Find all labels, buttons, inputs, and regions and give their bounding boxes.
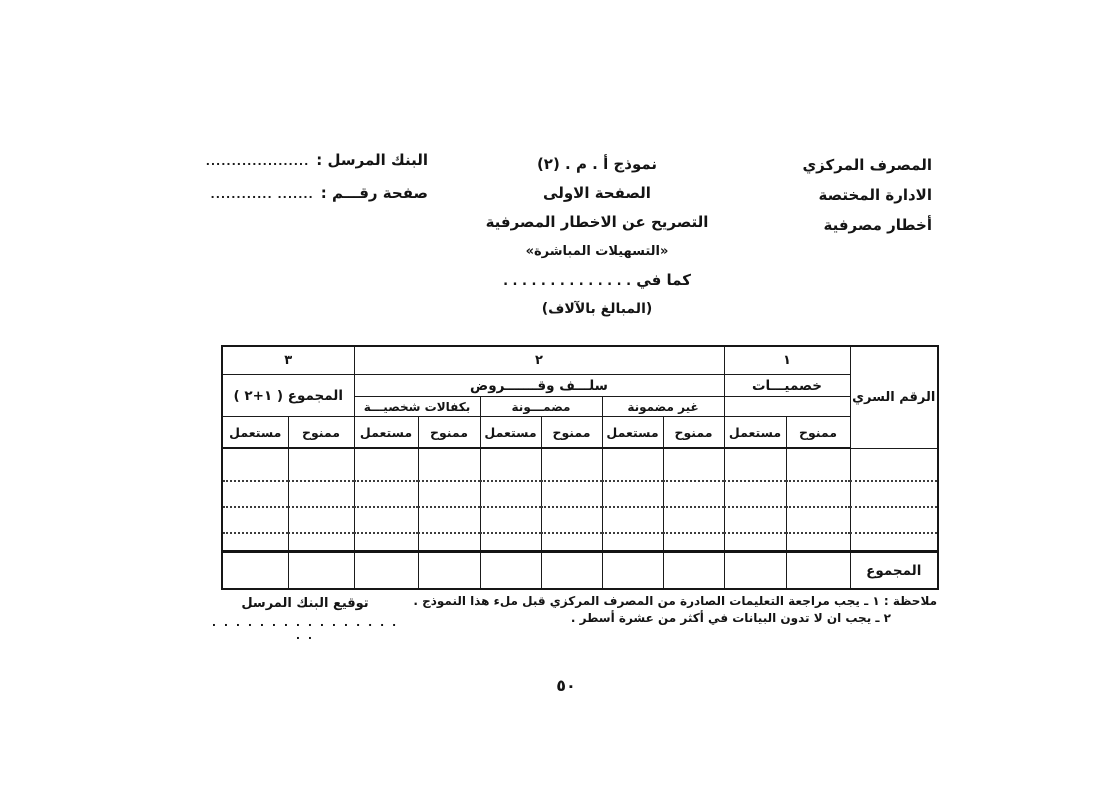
amounts-unit-note: (المبالغ بالآلاف) — [541, 301, 653, 317]
group2-label-advances-loans: سلـــف وقـــــــروض — [354, 375, 724, 397]
total-row — [222, 552, 938, 590]
col-granted-unsecured: ممنوح — [663, 417, 724, 449]
col-used-secured: مستعمل — [480, 417, 541, 449]
total-cell — [663, 552, 724, 590]
as-of-line — [436, 266, 758, 295]
entry-cell — [850, 507, 938, 533]
total-cell — [222, 552, 288, 590]
entry-cell — [418, 448, 480, 481]
group1-number: ١ — [724, 346, 850, 375]
page-no-label: صفحة رقـــم : — [320, 184, 428, 202]
entry-cell — [222, 481, 288, 507]
group1-label-discounts: خصميـــات — [724, 375, 850, 397]
total-cell — [354, 552, 418, 590]
entry-cell — [724, 507, 786, 533]
issuer-line-central-bank: المصرف المركزي — [802, 156, 932, 174]
form-title-block — [436, 150, 758, 324]
entry-cell — [288, 507, 354, 533]
group2-number: ٢ — [354, 346, 724, 375]
signature-dotted-fill: . . . . . . . . . . . . . . . . . . — [211, 616, 399, 642]
page-no-dotted-fill: ....... ............ — [210, 188, 314, 201]
entry-cell — [222, 507, 288, 533]
total-cell — [602, 552, 663, 590]
entry-cell — [850, 448, 938, 481]
entry-cell — [850, 533, 938, 552]
entry-cell — [786, 533, 850, 552]
entry-cell — [663, 507, 724, 533]
total-cell — [786, 552, 850, 590]
entry-cell — [222, 533, 288, 552]
total-cell — [480, 552, 541, 590]
group3-number: ٣ — [222, 346, 354, 375]
page-number: ٥٠ — [556, 676, 576, 695]
group3-label-total: المجموع ( ١+٢ ) — [222, 375, 354, 417]
entry-cell — [663, 448, 724, 481]
total-cell — [541, 552, 602, 590]
issuer-line-banking-risks: أخطار مصرفية — [823, 216, 932, 234]
form-title: التصريح عن الاخطار المصرفية — [485, 213, 709, 231]
entry-cell — [724, 448, 786, 481]
sending-bank-dotted-fill: .................... — [205, 155, 310, 168]
as-of-label: كما في — [636, 271, 691, 289]
header-row-groups — [222, 375, 938, 397]
entry-row — [222, 481, 938, 507]
footnote-1: ملاحظة : ١ ـ يجب مراجعة التعليمات الصادرة من المصرف المركزي قبل ملء هذا النموذج . — [413, 594, 937, 608]
sending-bank-label: البنك المرسل : — [316, 151, 428, 169]
issuer-block — [802, 150, 932, 240]
as-of-dotted-fill: . . . . . . . . . . . . . . — [503, 274, 632, 289]
total-cell — [724, 552, 786, 590]
total-row-label: المجموع — [850, 552, 938, 590]
entry-cell — [354, 533, 418, 552]
form-number: نموذج أ . م . (٢) — [536, 155, 658, 173]
entry-cell — [850, 481, 938, 507]
entry-cell — [541, 533, 602, 552]
entry-cell — [602, 533, 663, 552]
subgroup-unsecured: غير مضمونة — [602, 397, 724, 417]
form-page-name: الصفحة الاولى — [543, 184, 651, 202]
entry-cell — [288, 533, 354, 552]
signature-label: توقيع البنك المرسل — [241, 596, 369, 611]
serial-number-header: الرقم السري — [850, 346, 938, 448]
entry-cell — [663, 481, 724, 507]
signature-block — [210, 596, 400, 642]
col-used-personal: مستعمل — [354, 417, 418, 449]
bank-fields-block — [160, 151, 428, 217]
entry-cell — [288, 481, 354, 507]
entry-cell — [354, 481, 418, 507]
col-used-unsecured: مستعمل — [602, 417, 663, 449]
entry-row — [222, 448, 938, 481]
entry-cell — [541, 448, 602, 481]
entry-row — [222, 507, 938, 533]
issuer-line-department: الادارة المختصة — [818, 186, 932, 204]
footnotes-block — [413, 593, 937, 627]
entry-cell — [786, 507, 850, 533]
entry-cell — [663, 533, 724, 552]
entry-cell — [354, 448, 418, 481]
entry-cell — [602, 448, 663, 481]
entry-cell — [786, 448, 850, 481]
col-granted-personal: ممنوح — [418, 417, 480, 449]
entry-cell — [724, 533, 786, 552]
col-granted-discounts: ممنوح — [786, 417, 850, 449]
col-used-total: مستعمل — [222, 417, 288, 449]
entry-cell — [724, 481, 786, 507]
form-subtitle: «التسهيلات المباشرة» — [525, 244, 669, 259]
col-granted-secured: ممنوح — [541, 417, 602, 449]
sending-bank-field — [160, 151, 428, 184]
entry-cell — [541, 481, 602, 507]
direct-facilities-table — [221, 345, 939, 590]
entry-cell — [222, 448, 288, 481]
entry-cell — [288, 448, 354, 481]
entry-cell — [418, 481, 480, 507]
total-cell — [418, 552, 480, 590]
entry-cell — [480, 533, 541, 552]
entry-row — [222, 533, 938, 552]
col-granted-total: ممنوح — [288, 417, 354, 449]
entry-cell — [418, 533, 480, 552]
total-cell — [288, 552, 354, 590]
footnote-2: ٢ ـ يجب ان لا تدون البيانات في أكثر من عشرة أسطر . — [570, 611, 891, 625]
entry-cell — [480, 481, 541, 507]
entry-cell — [602, 481, 663, 507]
subgroup-secured: مضمـــونة — [480, 397, 602, 417]
entry-cell — [480, 507, 541, 533]
entry-cell — [480, 448, 541, 481]
entry-cell — [541, 507, 602, 533]
entry-cell — [418, 507, 480, 533]
page-no-field — [160, 184, 428, 217]
subgroup-personal-guarantees: بكفالات شخصيـــة — [354, 397, 480, 417]
header-row-granted-used — [222, 417, 938, 449]
entry-cell — [354, 507, 418, 533]
entry-cell — [786, 481, 850, 507]
col-used-discounts: مستعمل — [724, 417, 786, 449]
entry-cell — [602, 507, 663, 533]
header-row-numbers — [222, 346, 938, 375]
group1-empty-subheader — [724, 397, 850, 417]
